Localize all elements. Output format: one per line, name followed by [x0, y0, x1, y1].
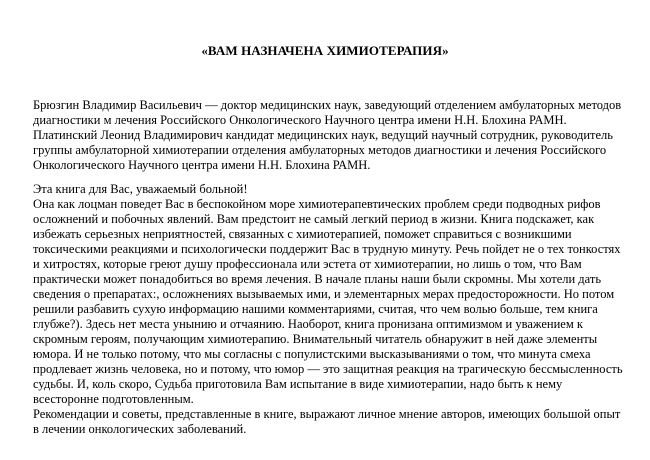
body-line: практически может понадобиться во время лечения. В начале планы наши были скромны. Мы хотели дать — [33, 272, 602, 286]
body-section — [33, 182, 633, 437]
body-line: в лечении онкологических заболеваний. — [33, 422, 247, 436]
body-line: сведения о препаратах:, осложнениях вызываемых ими, и элементарных мерах предосторожности. Но потом — [33, 287, 615, 301]
authors-line: Брюзгин Владимир Васильевич — доктор медицинских наук, заведующий отделением амбулаторных методов — [33, 98, 622, 112]
body-line: продлевает жизнь человека, но и потому, что юмор — это защитная реакция на трагическую бессмысленность — [33, 362, 623, 376]
body-line: глубже?). Здесь нет места унынию и отчаянию. Наоборот, книга пронизана оптимизмом и уважением к — [33, 317, 583, 331]
authors-section — [33, 98, 633, 173]
authors-line: Онкологического Научного центра имени Н.Н. Блохина РАМН. — [33, 158, 371, 172]
body-line: всесторонне подготовленным. — [33, 392, 194, 406]
body-line: осложнений и побочных явлений. Вам предстоит не самый легкий период в жизни. Книга подскажет, как — [33, 212, 595, 226]
authors-line: группы амбулаторной химиотерапии отделения амбулаторных методов диагностики и лечения Российского — [33, 143, 607, 157]
body-line: Эта книга для Вас, уважаемый больной! — [33, 182, 248, 196]
document-title: «ВАМ НАЗНАЧЕНА ХИМИОТЕРАПИЯ» — [201, 43, 449, 58]
body-line: юмора. И не только потому, что мы согласны с популистскими высказываниями о том, что минута смеха — [33, 347, 591, 361]
body-line: избежать серьезных неприятностей, связанных с химиотерапией, поможет справиться с возникшими — [33, 227, 572, 241]
authors-paragraph — [33, 98, 633, 173]
body-line: решили разбавить сухую информацию нашими комментариями, считая, что чем волью больше, тем книга — [33, 302, 598, 316]
authors-line: Платинский Леонид Владимирович кандидат медицинских наук, ведущий научный сотрудник, руководитель — [33, 128, 613, 142]
body-line: судьбы. И, коль скоро, Судьба приготовила Вам испытание в виде химиотерапии, надо быть к нему — [33, 377, 563, 391]
body-line: токсическими реакциями и психологически поддержит Вас в трудную минуту. Речь пойдет не о тех тонкостях — [33, 242, 621, 256]
body-line: Рекомендации и советы, представленные в книге, выражают личное мнение авторов, имеющих большой опыт — [33, 407, 621, 421]
authors-line: диагностики м лечения Российского Онкологического Научного центра имени Н.Н. Блохина РАМН. — [33, 113, 567, 127]
body-paragraph — [33, 182, 633, 437]
body-line: Она как лоцман поведет Вас в беспокойном море химиотерапевтических проблем среди подводных рифов — [33, 197, 601, 211]
body-line: скромным героям, получающим химиотерапию. Внимательный читатель обнаружит в ней даже элементы — [33, 332, 598, 346]
body-line: и хитростях, которые греют душу профессионала или эстета от химиотерапии, но лишь о том, что Вам — [33, 257, 582, 271]
